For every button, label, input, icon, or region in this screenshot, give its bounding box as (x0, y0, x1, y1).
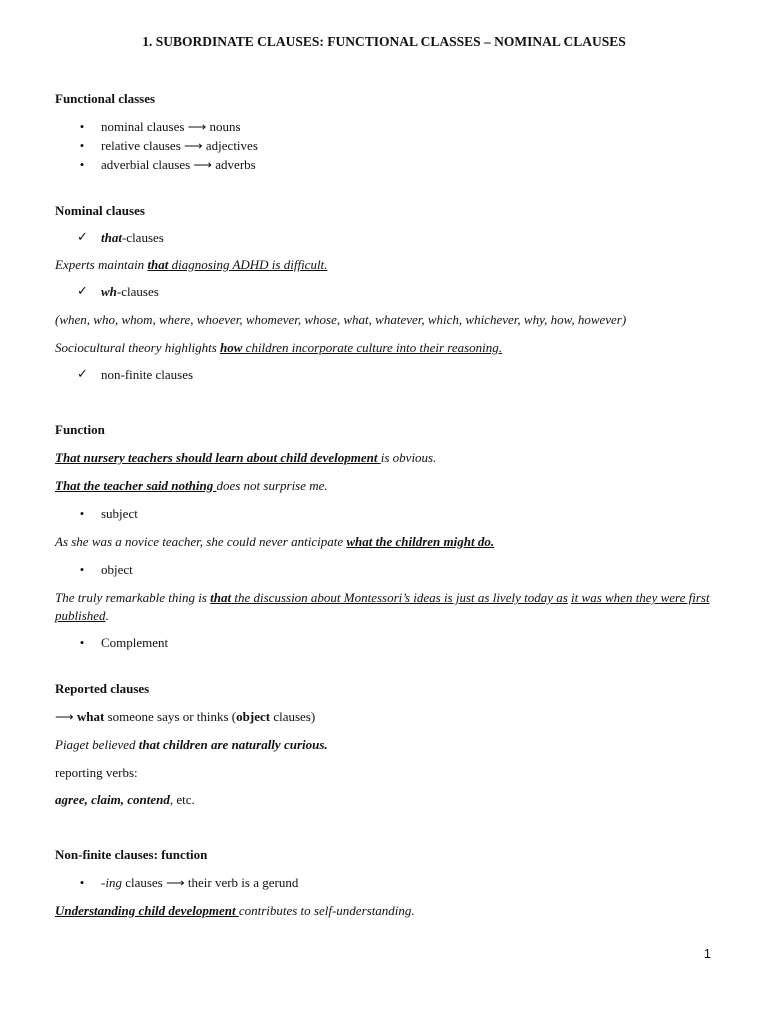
example-highlight: Understanding child development (55, 903, 239, 918)
example-highlight: what the children might do. (346, 534, 495, 549)
bullet-icon: • (79, 157, 85, 172)
checkmark-icon: ✓ (77, 229, 88, 244)
heading-nonfinite-function: Non-finite clauses: function (55, 847, 208, 862)
reported-what: what (76, 709, 105, 724)
wh-words-list: (when, who, whom, where, whoever, whomever, whose, what, whatever, which, whichever, why, how, however) (55, 312, 627, 327)
list-item-complement: Complement (101, 635, 169, 650)
checkmark-icon: ✓ (77, 366, 88, 381)
example-text: it was when they were first published (55, 590, 710, 623)
list-item-nonfinite: non-finite clauses (101, 367, 194, 382)
list-item-ing-clauses (101, 875, 298, 891)
reported-object: object (236, 709, 271, 724)
list-item: nominal clauses ⟶ nouns (101, 119, 241, 134)
page-title: 1. SUBORDINATE CLAUSES: FUNCTIONAL CLASSES – NOMINAL CLAUSES (142, 34, 626, 49)
clauses-label: -clauses (116, 284, 159, 299)
example-highlight: that children are naturally curious. (138, 737, 328, 752)
bullet-icon: • (79, 562, 85, 577)
wh-label: wh (101, 284, 117, 299)
list-item-object: object (101, 562, 133, 577)
example-text: Experts maintain (55, 257, 148, 272)
example-subject-2 (55, 478, 328, 494)
bullet-icon: • (79, 635, 85, 650)
example-subject-1 (55, 450, 436, 466)
bullet-icon: • (79, 506, 85, 521)
list-item: adverbial clauses ⟶ adverbs (101, 157, 256, 172)
reporting-verbs-label: reporting verbs: (55, 765, 138, 780)
list-item: relative clauses ⟶ adjectives (101, 138, 258, 153)
example-text: Sociocultural theory highlights (55, 340, 221, 355)
example-reported (55, 737, 328, 753)
example-highlight: that (147, 257, 169, 272)
example-highlight: That nursery teachers should learn about child development (55, 450, 381, 465)
example-text: the discussion about Montessori’s ideas is just as lively today as (231, 590, 568, 605)
checkmark-icon: ✓ (77, 283, 88, 298)
arrow-icon: ⟶ (55, 709, 77, 724)
example-object (55, 534, 494, 550)
example-text: The truly remarkable thing is (55, 590, 211, 605)
example-text: As she was a novice teacher, she could never anticipate (55, 534, 347, 549)
example-text: children incorporate culture into their reasoning. (242, 340, 503, 355)
heading-nominal-clauses: Nominal clauses (55, 203, 145, 218)
heading-function: Function (55, 422, 105, 437)
bullet-icon: • (79, 875, 85, 890)
example-text: . (105, 608, 109, 623)
bullet-icon: • (79, 138, 85, 153)
ing-label: -ing (101, 875, 122, 890)
reported-text: clauses) (270, 709, 316, 724)
clauses-label: -clauses (121, 230, 164, 245)
example-complement (55, 589, 715, 625)
heading-reported-clauses: Reported clauses (55, 681, 150, 696)
verbs-highlight: agree, claim, contend (55, 792, 170, 807)
example-gerund (55, 903, 415, 919)
example-highlight: that (210, 590, 232, 605)
that-label: that (101, 230, 122, 245)
reported-text: someone says or thinks ( (104, 709, 237, 724)
example-wh-clause (55, 340, 502, 356)
example-text: diagnosing ADHD is difficult. (168, 257, 328, 272)
example-text: Piaget believed (55, 737, 139, 752)
example-highlight: how (220, 340, 243, 355)
list-item-wh-clauses (101, 284, 159, 300)
example-text: does not surprise me. (216, 478, 328, 493)
example-text: is obvious. (380, 450, 437, 465)
example-text: contributes to self-understanding. (238, 903, 415, 918)
bullet-icon: • (79, 119, 85, 134)
reporting-verbs-list (55, 792, 195, 808)
verbs-etc: , etc. (169, 792, 195, 807)
page-number: 1 (703, 946, 711, 961)
example-highlight: That the teacher said nothing (55, 478, 217, 493)
example-that-clause (55, 257, 327, 273)
heading-functional-classes: Functional classes (55, 91, 156, 106)
reported-description (55, 709, 315, 725)
list-item-that-clauses (101, 230, 164, 246)
ing-text: clauses ⟶ their verb is a gerund (121, 875, 299, 890)
list-item-subject: subject (101, 506, 138, 521)
